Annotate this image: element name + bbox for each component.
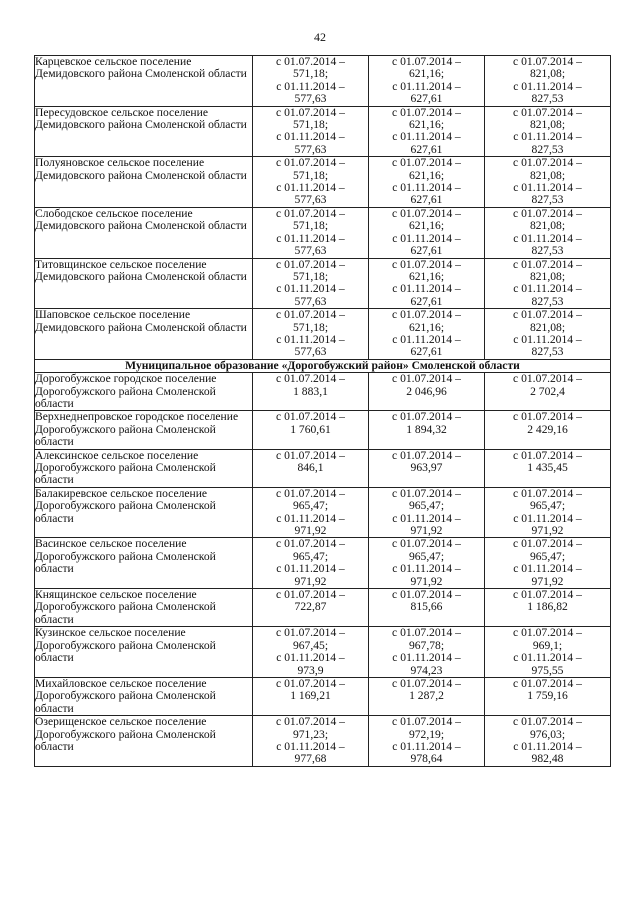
tariff-line: с 01.07.2014 – — [276, 257, 345, 271]
tariff-cell-2 — [369, 716, 485, 767]
tariff-line: с 01.07.2014 – — [513, 105, 582, 119]
tariff-line: с 01.11.2014 – — [276, 739, 345, 753]
table-row — [35, 207, 611, 258]
tariff-line: 978,64 — [410, 752, 443, 766]
settlement-name: Шаповское сельское поселение Демидовского района Смоленской области — [35, 309, 253, 360]
tariff-line: с 01.07.2014 – — [513, 626, 582, 640]
tariff-line: с 01.07.2014 – — [392, 410, 461, 424]
tariff-line: с 01.07.2014 – — [392, 588, 461, 602]
tariff-line: 821,08; — [529, 219, 566, 233]
tariff-line: 965,47; — [292, 499, 329, 513]
tariff-line: 982,48 — [531, 752, 564, 766]
tariff-line: 571,18; — [292, 320, 329, 334]
tariff-line: 965,47; — [529, 499, 566, 513]
tariff-line: 2 429,16 — [527, 422, 568, 436]
tariff-line: с 01.11.2014 – — [513, 562, 582, 576]
tariff-cell-1 — [253, 487, 369, 538]
tariff-cell-3 — [485, 309, 611, 360]
table-row — [35, 716, 611, 767]
tariff-cell-2 — [369, 106, 485, 157]
tariff-line: с 01.07.2014 – — [392, 448, 461, 462]
tariff-line: с 01.11.2014 – — [276, 79, 345, 93]
tariff-line: 1 169,21 — [290, 689, 331, 703]
settlement-name: Балакиревское сельское поселение Дорогобужского района Смоленской области — [35, 487, 253, 538]
tariff-line: 965,47; — [292, 549, 329, 563]
tariff-cell-3 — [485, 411, 611, 449]
tariff-line: с 01.11.2014 – — [513, 79, 582, 93]
tariff-line: с 01.07.2014 – — [276, 55, 345, 68]
tariff-line: 577,63 — [294, 142, 327, 156]
tariff-line: с 01.07.2014 – — [392, 257, 461, 271]
table-row — [35, 411, 611, 449]
tariff-line: с 01.07.2014 – — [392, 55, 461, 68]
tariff-line: 621,16; — [408, 269, 445, 283]
tariff-cell-1 — [253, 589, 369, 627]
section-header-row — [35, 359, 611, 372]
tariff-cell-1 — [253, 207, 369, 258]
tariff-cell-1 — [253, 56, 369, 107]
tariff-cell-2 — [369, 677, 485, 715]
tariff-line: с 01.07.2014 – — [392, 206, 461, 220]
tariff-line: с 01.11.2014 – — [276, 511, 345, 525]
tariff-line: с 01.07.2014 – — [392, 676, 461, 690]
tariff-line: с 01.07.2014 – — [513, 486, 582, 500]
tariff-line: 971,92 — [294, 574, 327, 588]
settlement-name: Алексинское сельское поселение Дорогобужского района Смоленской области — [35, 449, 253, 487]
table-row — [35, 589, 611, 627]
tariff-line: 571,18; — [292, 118, 329, 132]
tariff-line: 627,61 — [410, 92, 443, 106]
tariff-line: с 01.11.2014 – — [392, 739, 461, 753]
tariff-line: 827,53 — [531, 345, 564, 359]
tariff-line: с 01.11.2014 – — [276, 282, 345, 296]
tariff-line: с 01.07.2014 – — [276, 372, 345, 386]
tariff-cell-1 — [253, 449, 369, 487]
settlement-name: Княщинское сельское поселение Дорогобужского района Смоленской области — [35, 589, 253, 627]
tariff-line: 621,16; — [408, 219, 445, 233]
tariff-line: с 01.11.2014 – — [513, 130, 582, 144]
tariff-line: 1 894,32 — [406, 422, 447, 436]
tariff-cell-2 — [369, 157, 485, 208]
tariff-line: с 01.11.2014 – — [276, 181, 345, 195]
table-row — [35, 487, 611, 538]
tariff-line: 1 287,2 — [409, 689, 444, 703]
tariff-table — [34, 55, 611, 767]
tariff-line: 827,53 — [531, 193, 564, 207]
tariff-line: с 01.11.2014 – — [513, 282, 582, 296]
tariff-line: 1 760,61 — [290, 422, 331, 436]
tariff-cell-3 — [485, 538, 611, 589]
tariff-line: 577,63 — [294, 92, 327, 106]
tariff-line: с 01.07.2014 – — [276, 410, 345, 424]
tariff-line: с 01.11.2014 – — [513, 511, 582, 525]
tariff-line: 621,16; — [408, 67, 445, 81]
tariff-cell-2 — [369, 589, 485, 627]
tariff-line: 967,45; — [292, 638, 329, 652]
tariff-line: с 01.11.2014 – — [392, 511, 461, 525]
tariff-line: 827,53 — [531, 92, 564, 106]
tariff-line: 577,63 — [294, 193, 327, 207]
settlement-name: Кузинское сельское поселение Дорогобужского района Смоленской области — [35, 627, 253, 678]
tariff-line: с 01.07.2014 – — [513, 372, 582, 386]
tariff-line: с 01.11.2014 – — [276, 332, 345, 346]
tariff-cell-1 — [253, 677, 369, 715]
tariff-cell-2 — [369, 538, 485, 589]
tariff-line: 821,08; — [529, 67, 566, 81]
tariff-line: с 01.07.2014 – — [392, 626, 461, 640]
table-row — [35, 538, 611, 589]
tariff-line: 2 702,4 — [530, 384, 565, 398]
tariff-table-body — [35, 56, 611, 767]
tariff-line: с 01.11.2014 – — [513, 332, 582, 346]
tariff-line: с 01.11.2014 – — [392, 562, 461, 576]
table-row — [35, 677, 611, 715]
tariff-line: с 01.11.2014 – — [276, 130, 345, 144]
tariff-line: с 01.07.2014 – — [513, 410, 582, 424]
tariff-line: 967,78; — [408, 638, 445, 652]
tariff-cell-1 — [253, 538, 369, 589]
settlement-name: Полуяновское сельское поселение Демидовского района Смоленской области — [35, 157, 253, 208]
tariff-line: 973,9 — [297, 663, 324, 677]
settlement-name: Верхнеднепровское городское поселение Дорогобужского района Смоленской области — [35, 411, 253, 449]
tariff-line: с 01.07.2014 – — [392, 715, 461, 729]
tariff-line: 969,1; — [532, 638, 563, 652]
tariff-line: с 01.07.2014 – — [513, 588, 582, 602]
tariff-cell-2 — [369, 207, 485, 258]
tariff-line: с 01.07.2014 – — [513, 257, 582, 271]
tariff-line: 571,18; — [292, 67, 329, 81]
table-row — [35, 373, 611, 411]
tariff-line: с 01.07.2014 – — [392, 105, 461, 119]
tariff-cell-3 — [485, 106, 611, 157]
tariff-line: 971,92 — [294, 524, 327, 538]
tariff-cell-3 — [485, 373, 611, 411]
tariff-cell-2 — [369, 373, 485, 411]
tariff-cell-3 — [485, 627, 611, 678]
tariff-line: с 01.07.2014 – — [276, 105, 345, 119]
tariff-line: 965,47; — [408, 549, 445, 563]
table-row — [35, 627, 611, 678]
tariff-line: 976,03; — [529, 727, 566, 741]
tariff-cell-1 — [253, 309, 369, 360]
tariff-line: с 01.07.2014 – — [513, 537, 582, 551]
tariff-cell-2 — [369, 309, 485, 360]
tariff-line: с 01.11.2014 – — [392, 181, 461, 195]
tariff-line: 627,61 — [410, 193, 443, 207]
tariff-line: с 01.07.2014 – — [276, 676, 345, 690]
tariff-line: 846,1 — [297, 461, 324, 474]
tariff-line: 627,61 — [410, 294, 443, 308]
tariff-cell-3 — [485, 449, 611, 487]
settlement-name: Титовщинское сельское поселение Демидовского района Смоленской области — [35, 258, 253, 309]
tariff-cell-1 — [253, 106, 369, 157]
tariff-line: 821,08; — [529, 269, 566, 283]
tariff-line: с 01.11.2014 – — [392, 130, 461, 144]
tariff-line: 971,23; — [292, 727, 329, 741]
tariff-line: с 01.11.2014 – — [392, 651, 461, 665]
tariff-line: 722,87 — [294, 600, 327, 614]
tariff-line: с 01.11.2014 – — [392, 282, 461, 296]
tariff-line: с 01.07.2014 – — [276, 537, 345, 551]
tariff-line: с 01.07.2014 – — [392, 372, 461, 386]
tariff-line: с 01.11.2014 – — [513, 651, 582, 665]
tariff-line: 827,53 — [531, 294, 564, 308]
tariff-line: с 01.11.2014 – — [392, 332, 461, 346]
tariff-cell-2 — [369, 258, 485, 309]
table-row — [35, 106, 611, 157]
tariff-line: 974,23 — [410, 663, 443, 677]
tariff-line: 1 883,1 — [293, 384, 328, 398]
tariff-line: с 01.07.2014 – — [513, 156, 582, 170]
tariff-line: 827,53 — [531, 244, 564, 258]
tariff-cell-2 — [369, 56, 485, 107]
tariff-line: 963,97 — [410, 461, 443, 474]
tariff-line: с 01.07.2014 – — [276, 626, 345, 640]
tariff-line: с 01.11.2014 – — [513, 739, 582, 753]
tariff-cell-3 — [485, 258, 611, 309]
tariff-line: с 01.07.2014 – — [276, 448, 345, 462]
tariff-line: с 01.07.2014 – — [276, 308, 345, 322]
tariff-line: 571,18; — [292, 269, 329, 283]
tariff-line: 1 759,16 — [527, 689, 568, 703]
settlement-name: Озерищенское сельское поселение Дорогобужского района Смоленской области — [35, 716, 253, 767]
tariff-line: 2 046,96 — [406, 384, 447, 398]
tariff-line: 821,08; — [529, 168, 566, 182]
tariff-cell-2 — [369, 487, 485, 538]
tariff-line: 815,66 — [410, 600, 443, 614]
tariff-line: с 01.07.2014 – — [276, 715, 345, 729]
tariff-line: с 01.07.2014 – — [513, 715, 582, 729]
tariff-cell-2 — [369, 627, 485, 678]
tariff-line: 821,08; — [529, 320, 566, 334]
tariff-cell-1 — [253, 373, 369, 411]
tariff-line: с 01.11.2014 – — [392, 79, 461, 93]
tariff-line: 965,47; — [408, 499, 445, 513]
table-row — [35, 258, 611, 309]
tariff-line: с 01.11.2014 – — [392, 231, 461, 245]
tariff-line: с 01.07.2014 – — [276, 156, 345, 170]
tariff-line: с 01.07.2014 – — [276, 486, 345, 500]
tariff-line: 621,16; — [408, 118, 445, 132]
tariff-cell-3 — [485, 589, 611, 627]
tariff-cell-2 — [369, 411, 485, 449]
tariff-line: 621,16; — [408, 168, 445, 182]
settlement-name: Михайловское сельское поселение Дорогобужского района Смоленской области — [35, 677, 253, 715]
tariff-line: с 01.07.2014 – — [513, 676, 582, 690]
tariff-line: 972,19; — [408, 727, 445, 741]
settlement-name: Пересудовское сельское поселение Демидовского района Смоленской области — [35, 106, 253, 157]
tariff-cell-3 — [485, 716, 611, 767]
tariff-cell-3 — [485, 487, 611, 538]
tariff-line: 571,18; — [292, 219, 329, 233]
tariff-line: 577,63 — [294, 345, 327, 359]
section-title: Муниципальное образование «Дорогобужский район» Смоленской области — [35, 359, 611, 372]
tariff-line: 571,18; — [292, 168, 329, 182]
settlement-name: Васинское сельское поселение Дорогобужского района Смоленской области — [35, 538, 253, 589]
tariff-line: с 01.07.2014 – — [276, 206, 345, 220]
tariff-cell-1 — [253, 627, 369, 678]
tariff-line: 1 186,82 — [527, 600, 568, 614]
tariff-line: с 01.07.2014 – — [276, 588, 345, 602]
tariff-cell-3 — [485, 677, 611, 715]
tariff-line: с 01.07.2014 – — [513, 308, 582, 322]
tariff-line: с 01.11.2014 – — [513, 181, 582, 195]
tariff-line: 971,92 — [531, 574, 564, 588]
tariff-line: с 01.11.2014 – — [276, 231, 345, 245]
tariff-line: с 01.07.2014 – — [513, 55, 582, 68]
tariff-line: с 01.07.2014 – — [392, 537, 461, 551]
settlement-name: Слободское сельское поселение Демидовского района Смоленской области — [35, 207, 253, 258]
table-row — [35, 449, 611, 487]
tariff-cell-2 — [369, 449, 485, 487]
tariff-line: 821,08; — [529, 118, 566, 132]
tariff-line: 965,47; — [529, 549, 566, 563]
table-row — [35, 56, 611, 107]
settlement-name: Карцевское сельское поселение Демидовского района Смоленской области — [35, 56, 253, 107]
tariff-line: 975,55 — [531, 663, 564, 677]
tariff-line: 971,92 — [410, 524, 443, 538]
tariff-line: 971,92 — [531, 524, 564, 538]
tariff-cell-1 — [253, 157, 369, 208]
tariff-line: 977,68 — [294, 752, 327, 766]
tariff-line: 1 435,45 — [527, 461, 568, 474]
tariff-cell-1 — [253, 716, 369, 767]
page-number: 42 — [314, 30, 326, 44]
tariff-cell-1 — [253, 411, 369, 449]
tariff-line: с 01.07.2014 – — [513, 206, 582, 220]
table-row — [35, 309, 611, 360]
tariff-line: с 01.07.2014 – — [392, 156, 461, 170]
table-row — [35, 157, 611, 208]
tariff-line: 827,53 — [531, 142, 564, 156]
tariff-line: 971,92 — [410, 574, 443, 588]
tariff-line: с 01.11.2014 – — [276, 562, 345, 576]
settlement-name: Дорогобужское городское поселение Дорогобужского района Смоленской области — [35, 373, 253, 411]
tariff-cell-1 — [253, 258, 369, 309]
tariff-line: с 01.11.2014 – — [513, 231, 582, 245]
tariff-cell-3 — [485, 157, 611, 208]
tariff-line: 577,63 — [294, 294, 327, 308]
tariff-line: 627,61 — [410, 142, 443, 156]
tariff-cell-3 — [485, 207, 611, 258]
tariff-line: с 01.07.2014 – — [392, 308, 461, 322]
tariff-line: 621,16; — [408, 320, 445, 334]
tariff-line: с 01.07.2014 – — [392, 486, 461, 500]
tariff-line: 627,61 — [410, 244, 443, 258]
tariff-line: с 01.11.2014 – — [276, 651, 345, 665]
tariff-line: 577,63 — [294, 244, 327, 258]
tariff-line: 627,61 — [410, 345, 443, 359]
tariff-line: с 01.07.2014 – — [513, 448, 582, 462]
tariff-cell-3 — [485, 56, 611, 107]
